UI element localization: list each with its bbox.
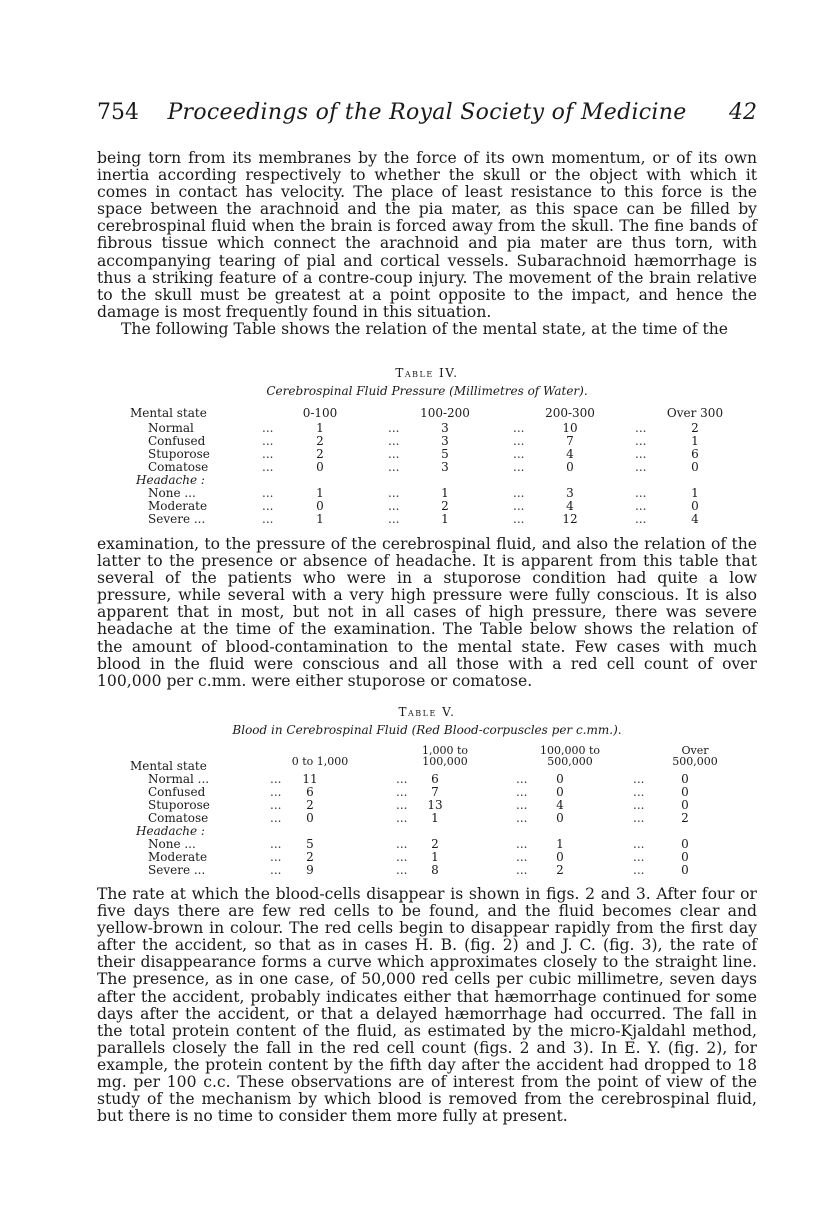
- table-cell: 0: [566, 460, 574, 474]
- leader-dots: ...: [633, 798, 645, 812]
- leader-dots: ...: [633, 863, 645, 877]
- leader-dots: ...: [388, 486, 400, 500]
- row-label: Comatose: [148, 811, 209, 825]
- table-cell: 0: [556, 850, 564, 864]
- leader-dots: ...: [396, 850, 408, 864]
- leader-dots: ...: [633, 811, 645, 825]
- table-cell: 0: [681, 785, 689, 799]
- row-label: Normal: [148, 421, 194, 435]
- leader-dots: ...: [513, 447, 525, 461]
- paragraph-2: The following Table shows the relation of the mental state, at the time of the: [121, 319, 728, 338]
- table-cell: 0: [681, 863, 689, 877]
- paragraph-4: The rate at which the blood-cells disappear is shown in figs. 2 and 3. After four or five days there are few red cells to be found, and the fluid becomes clear and yellow-brown in colour. The red cells begin to disappear rapidly from the first day after the accident, so that as in cases H. B. (fig. 2) and J. C. (fig. 3), the rate of their disappearance forms a curve which approximates closely to the straight line. The presence, as in one case, of 50,000 red cells per cubic millimetre, seven days after the accident, probably indicates either that hæmorrhage continued for some days after the accident, or that a delayed hæmorrhage had occurred. The fall in the total protein content of the fluid, as estimated by the micro-Kjaldahl method, parallels closely the fall in the red cell count (figs. 2 and 3). In E. Y. (fig. 2), for example, the protein content by the fifth day after the accident had dropped to 18 mg. per 100 c.c. These observations are of interest from the point of view of the study of the mechanism by which blood is removed from the cerebrospinal fluid, but there is no time to consider them more fully at present.: [97, 885, 757, 1126]
- leader-dots: ...: [635, 499, 647, 513]
- column-header: Over 300: [666, 406, 724, 420]
- table-row: [130, 850, 730, 863]
- table-cell: 10: [562, 421, 578, 435]
- table-5-caption: [97, 705, 757, 737]
- leader-dots: ...: [516, 850, 528, 864]
- headache-heading-row: [130, 824, 730, 837]
- column-header-top: 1,000 to: [421, 744, 469, 757]
- table-cell: 8: [431, 863, 439, 877]
- leader-dots: ...: [635, 421, 647, 435]
- leader-dots: ...: [635, 434, 647, 448]
- table-cell: 0: [681, 837, 689, 851]
- table-cell: 0: [306, 811, 314, 825]
- leader-dots: ...: [262, 421, 274, 435]
- table-cell: 3: [441, 421, 449, 435]
- table-cell: 4: [566, 499, 574, 513]
- table-cell: 5: [441, 447, 449, 461]
- leader-dots: ...: [513, 512, 525, 526]
- table-cell: 2: [441, 499, 449, 513]
- table-row: [130, 460, 730, 473]
- leader-dots: ...: [270, 837, 282, 851]
- table-cell: 0: [556, 785, 564, 799]
- leader-dots: ...: [396, 798, 408, 812]
- leader-dots: ...: [516, 798, 528, 812]
- table-cell: 1: [316, 512, 324, 526]
- leader-dots: ...: [516, 785, 528, 799]
- table-cell: 6: [431, 772, 439, 786]
- column-header: [280, 745, 360, 767]
- column-header: [405, 745, 485, 767]
- leader-dots: ...: [513, 434, 525, 448]
- column-header-top: Over: [681, 744, 709, 757]
- row-label: Severe ...: [148, 863, 206, 877]
- row-label: Comatose: [148, 460, 209, 474]
- table-row: [130, 421, 730, 434]
- table-cell: 2: [316, 434, 324, 448]
- row-label: None ...: [148, 486, 196, 500]
- table-cell: 2: [556, 863, 564, 877]
- leader-dots: ...: [396, 811, 408, 825]
- leader-dots: ...: [388, 460, 400, 474]
- table-row: [130, 499, 730, 512]
- leader-dots: ...: [262, 499, 274, 513]
- table-cell: 0: [556, 772, 564, 786]
- column-header-mental-state: Mental state: [130, 759, 207, 773]
- column-header-bottom: 500,000: [547, 755, 593, 768]
- leader-dots: ...: [516, 772, 528, 786]
- table-cell: 2: [681, 811, 689, 825]
- table-cell: 2: [691, 421, 699, 435]
- table-4: [130, 406, 730, 526]
- column-header-bottom: 0 to 1,000: [291, 755, 349, 768]
- table-cell: 3: [566, 486, 574, 500]
- table-row: [130, 863, 730, 876]
- table-header-row: [130, 406, 730, 419]
- table-cell: 2: [306, 798, 314, 812]
- table-cell: 1: [431, 850, 439, 864]
- table-cell: 0: [556, 811, 564, 825]
- row-label: Stuporose: [148, 798, 210, 812]
- table-4-subtitle: Cerebrospinal Fluid Pressure (Millimetres of Water).: [266, 384, 588, 398]
- body-text-top: [97, 150, 757, 338]
- leader-dots: ...: [633, 785, 645, 799]
- table-cell: 5: [306, 837, 314, 851]
- leader-dots: ...: [396, 837, 408, 851]
- leader-dots: ...: [388, 499, 400, 513]
- column-header-top: 100,000 to: [539, 744, 601, 757]
- table-cell: 6: [306, 785, 314, 799]
- table-cell: 6: [691, 447, 699, 461]
- table-5-subtitle: Blood in Cerebrospinal Fluid (Red Blood-corpuscles per c.mm.).: [232, 723, 622, 737]
- column-header-bottom: 100,000: [422, 755, 468, 768]
- column-header: 0-100: [302, 406, 338, 420]
- table-cell: 1: [441, 512, 449, 526]
- table-cell: 0: [316, 499, 324, 513]
- leader-dots: ...: [635, 447, 647, 461]
- table-cell: 1: [691, 434, 699, 448]
- table-cell: 4: [566, 447, 574, 461]
- leader-dots: ...: [516, 837, 528, 851]
- column-header: 100-200: [420, 406, 470, 420]
- paragraph-3: examination, to the pressure of the cerebrospinal fluid, and also the relation of the latter to the presence or absence of headache. It is apparent from this table that several of the patients who were in a stuporose condition had quite a low pressure, while several with a very high pressure were fully conscious. It is also apparent that in most, but not in all cases of high pressure, there was severe headache at the time of the examination. The Table below shows the relation of the amount of blood-contamination to the mental state. Few cases with much blood in the fluid were conscious and all those with a red cell count of over 100,000 per c.mm. were either stuporose or comatose.: [97, 535, 757, 690]
- column-header-bottom: 500,000: [672, 755, 718, 768]
- leader-dots: ...: [388, 434, 400, 448]
- leader-dots: ...: [513, 421, 525, 435]
- leader-dots: ...: [396, 772, 408, 786]
- row-label: Moderate: [148, 499, 208, 513]
- leader-dots: ...: [516, 811, 528, 825]
- column-header: 200-300: [545, 406, 595, 420]
- table-cell: 12: [562, 512, 578, 526]
- table-cell: 1: [441, 486, 449, 500]
- leader-dots: ...: [270, 850, 282, 864]
- table-cell: 1: [691, 486, 699, 500]
- table-row: [130, 798, 730, 811]
- leader-dots: ...: [396, 785, 408, 799]
- table-cell: 9: [306, 863, 314, 877]
- row-label: Confused: [148, 785, 206, 799]
- table-cell: 0: [681, 798, 689, 812]
- table-cell: 0: [691, 499, 699, 513]
- leader-dots: ...: [262, 512, 274, 526]
- table-cell: 1: [316, 486, 324, 500]
- table-row: [130, 434, 730, 447]
- row-label: Stuporose: [148, 447, 210, 461]
- table-cell: 2: [306, 850, 314, 864]
- row-label: Severe ...: [148, 512, 206, 526]
- leader-dots: ...: [270, 785, 282, 799]
- column-header-mental-state: Mental state: [130, 406, 207, 420]
- table-cell: 13: [427, 798, 443, 812]
- table-cell: 3: [441, 460, 449, 474]
- headache-heading: Headache :: [136, 473, 205, 487]
- table-row: [130, 772, 730, 785]
- table-cell: 3: [441, 434, 449, 448]
- table-cell: 7: [566, 434, 574, 448]
- body-text-bottom: [97, 886, 757, 1125]
- page-header: [97, 100, 757, 130]
- table-cell: 11: [302, 772, 318, 786]
- table-cell: 0: [681, 850, 689, 864]
- row-label: Moderate: [148, 850, 208, 864]
- leader-dots: ...: [516, 863, 528, 877]
- table-4-label: Table IV.: [395, 366, 459, 380]
- column-header: [530, 745, 610, 767]
- column-header: [655, 745, 735, 767]
- leader-dots: ...: [270, 772, 282, 786]
- leader-dots: ...: [633, 837, 645, 851]
- table-cell: 1: [431, 811, 439, 825]
- leader-dots: ...: [635, 460, 647, 474]
- table-row: [130, 447, 730, 460]
- leader-dots: ...: [633, 850, 645, 864]
- table-cell: 4: [691, 512, 699, 526]
- volume-number: 42: [729, 100, 757, 125]
- leader-dots: ...: [388, 447, 400, 461]
- body-text-middle: [97, 536, 757, 690]
- leader-dots: ...: [262, 434, 274, 448]
- table-header-row: [130, 745, 730, 771]
- table-cell: 2: [431, 837, 439, 851]
- table-5-label: Table V.: [398, 705, 456, 719]
- table-row: [130, 811, 730, 824]
- leader-dots: ...: [513, 460, 525, 474]
- leader-dots: ...: [635, 486, 647, 500]
- table-cell: 2: [316, 447, 324, 461]
- leader-dots: ...: [270, 863, 282, 877]
- running-title: Proceedings of the Royal Society of Medicine: [167, 100, 687, 125]
- row-label: None ...: [148, 837, 196, 851]
- leader-dots: ...: [270, 798, 282, 812]
- table-row: [130, 785, 730, 798]
- leader-dots: ...: [513, 499, 525, 513]
- leader-dots: ...: [262, 460, 274, 474]
- page-number: 754: [97, 100, 139, 125]
- table-cell: 0: [681, 772, 689, 786]
- leader-dots: ...: [262, 447, 274, 461]
- table-row: [130, 512, 730, 525]
- table-row: [130, 486, 730, 499]
- table-cell: 4: [556, 798, 564, 812]
- leader-dots: ...: [388, 421, 400, 435]
- leader-dots: ...: [262, 486, 274, 500]
- table-cell: 0: [316, 460, 324, 474]
- table-cell: 0: [691, 460, 699, 474]
- leader-dots: ...: [388, 512, 400, 526]
- row-label: Confused: [148, 434, 206, 448]
- table-cell: 1: [316, 421, 324, 435]
- headache-heading: Headache :: [136, 824, 205, 838]
- leader-dots: ...: [635, 512, 647, 526]
- table-4-caption: [97, 366, 757, 398]
- leader-dots: ...: [396, 863, 408, 877]
- paragraph-1: being torn from its membranes by the force of its own momentum, or of its own inertia according respectively to whether the skull or the object with which it comes in contact has velocity. The place of least resistance to this force is the space between the arachnoid and the pia mater, as this space can be filled by cerebrospinal fluid when the brain is forced away from the skull. The fine bands of fibrous tissue which connect the arachnoid and pia mater are thus torn, with accompanying tearing of pial and cortical vessels. Subarachnoid hæmorrhage is thus a striking feature of a contre-coup injury. The movement of the brain relative to the skull must be greatest at a point opposite to the impact, and hence the damage is most frequently found in this situation.: [97, 149, 757, 321]
- headache-heading-row: [130, 473, 730, 486]
- table-cell: 1: [556, 837, 564, 851]
- table-cell: 7: [431, 785, 439, 799]
- leader-dots: ...: [270, 811, 282, 825]
- table-row: [130, 837, 730, 850]
- leader-dots: ...: [513, 486, 525, 500]
- table-5: [130, 745, 730, 877]
- row-label: Normal ...: [148, 772, 210, 786]
- leader-dots: ...: [633, 772, 645, 786]
